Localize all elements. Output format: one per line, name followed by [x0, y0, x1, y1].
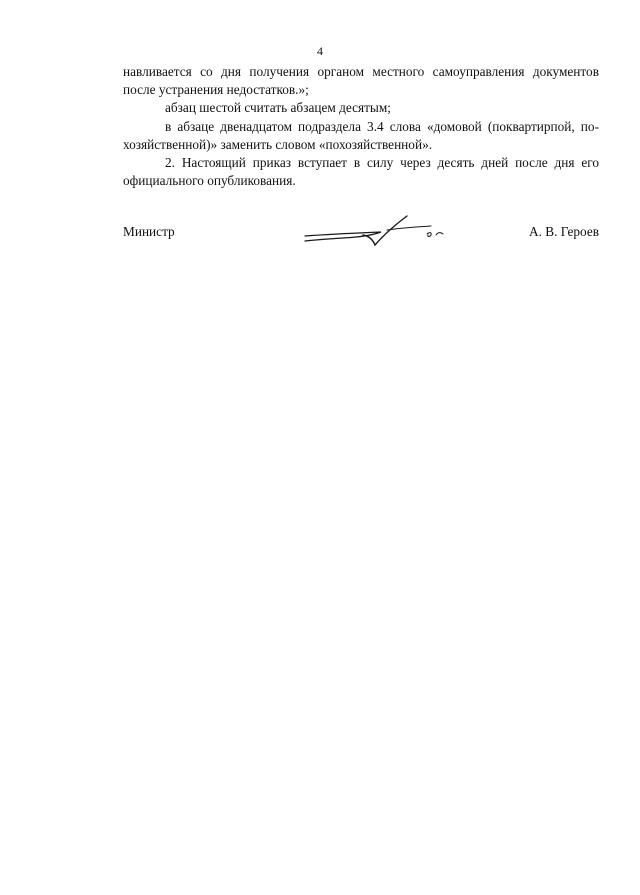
paragraph-abzac-dvenadcatyy: в абзаце двенадцатом подраздела 3.4 слова «домовой (поквартирпой, по-хозяйственной)» заменить словом «похозяйственной». [123, 118, 599, 152]
paragraph-order-effective: 2. Настоящий приказ вступает в силу через десять дней после дня его официального опубликования. [123, 155, 599, 189]
signature-block [123, 214, 599, 254]
signatory-name: А. В. Героев [529, 224, 599, 239]
paragraph-abzac-shestoy: абзац шестой считать абзацем десятым; [165, 100, 391, 116]
page-number: 4 [317, 44, 323, 58]
signatory-title: Министр [123, 224, 175, 239]
document-body [123, 63, 599, 190]
handwritten-signature-icon [303, 214, 453, 250]
paragraph-continuation: навливается со дня получения органом местного самоуправления документов после устранения недостатков.»; [123, 64, 599, 98]
